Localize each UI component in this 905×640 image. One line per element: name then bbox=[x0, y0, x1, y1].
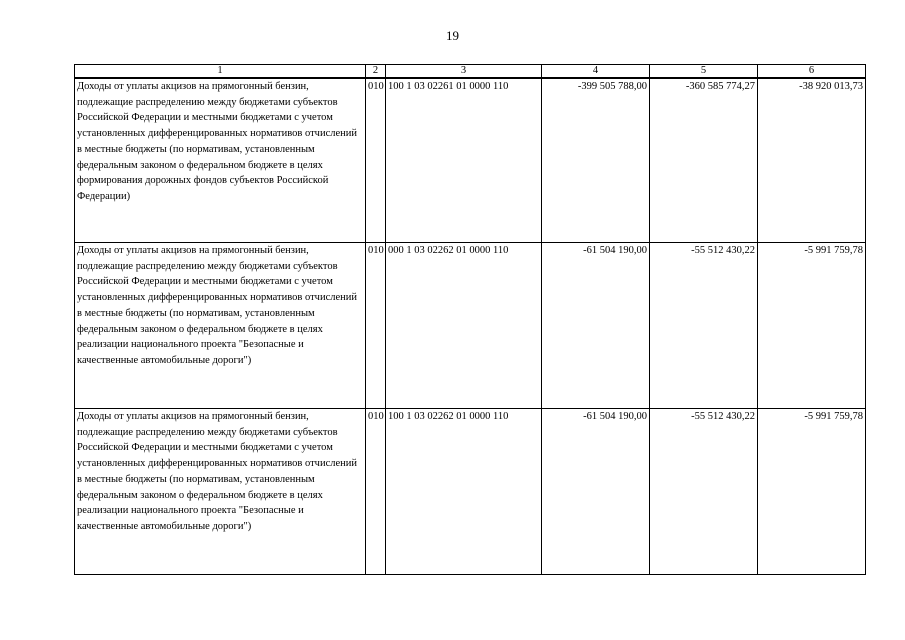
amount-col6-cell: -38 920 013,73 bbox=[758, 78, 866, 243]
income-name-cell: Доходы от уплаты акцизов на прямогонный бензин, подлежащие распределению между бюджетами субъектов Российской Федерации и местными бюджетами с учетом установленных дифференцированных нормативов отчислений в местные бюджеты (по нормативам, установленным федеральным законом о федеральном бюджете в целях формирования дорожных фондов субъектов Российской Федерации) bbox=[75, 78, 366, 243]
column-header-4: 4 bbox=[542, 65, 650, 79]
column-header-2: 2 bbox=[366, 65, 386, 79]
amount-col5-cell: -55 512 430,22 bbox=[650, 409, 758, 575]
amount-col6-cell: -5 991 759,78 bbox=[758, 409, 866, 575]
admin-code-cell: 010 bbox=[366, 243, 386, 409]
column-header-3: 3 bbox=[386, 65, 542, 79]
column-header-5: 5 bbox=[650, 65, 758, 79]
budget-classification-code-cell: 100 1 03 02262 01 0000 110 bbox=[386, 409, 542, 575]
amount-col4-cell: -61 504 190,00 bbox=[542, 409, 650, 575]
amount-col4-cell: -399 505 788,00 bbox=[542, 78, 650, 243]
budget-table bbox=[74, 64, 866, 575]
page-number: 19 bbox=[446, 28, 459, 43]
amount-col5-cell: -55 512 430,22 bbox=[650, 243, 758, 409]
admin-code-cell: 010 bbox=[366, 78, 386, 243]
column-header-6: 6 bbox=[758, 65, 866, 79]
income-name-cell: Доходы от уплаты акцизов на прямогонный бензин, подлежащие распределению между бюджетами субъектов Российской Федерации и местными бюджетами с учетом установленных дифференцированных нормативов отчислений в местные бюджеты (по нормативам, установленным федеральным законом о федеральном бюджете в целях реализации национального проекта "Безопасные и качественные автомобильные дороги") bbox=[75, 409, 366, 575]
column-header-1: 1 bbox=[75, 65, 366, 79]
budget-classification-code-cell: 100 1 03 02261 01 0000 110 bbox=[386, 78, 542, 243]
table-row bbox=[75, 78, 866, 243]
income-name-cell: Доходы от уплаты акцизов на прямогонный бензин, подлежащие распределению между бюджетами субъектов Российской Федерации и местными бюджетами с учетом установленных дифференцированных нормативов отчислений в местные бюджеты (по нормативам, установленным федеральным законом о федеральном бюджете в целях реализации национального проекта "Безопасные и качественные автомобильные дороги") bbox=[75, 243, 366, 409]
amount-col5-cell: -360 585 774,27 bbox=[650, 78, 758, 243]
table-row bbox=[75, 243, 866, 409]
admin-code-cell: 010 bbox=[366, 409, 386, 575]
budget-classification-code-cell: 000 1 03 02262 01 0000 110 bbox=[386, 243, 542, 409]
table-row bbox=[75, 409, 866, 575]
amount-col6-cell: -5 991 759,78 bbox=[758, 243, 866, 409]
table-header-row bbox=[75, 65, 866, 79]
amount-col4-cell: -61 504 190,00 bbox=[542, 243, 650, 409]
